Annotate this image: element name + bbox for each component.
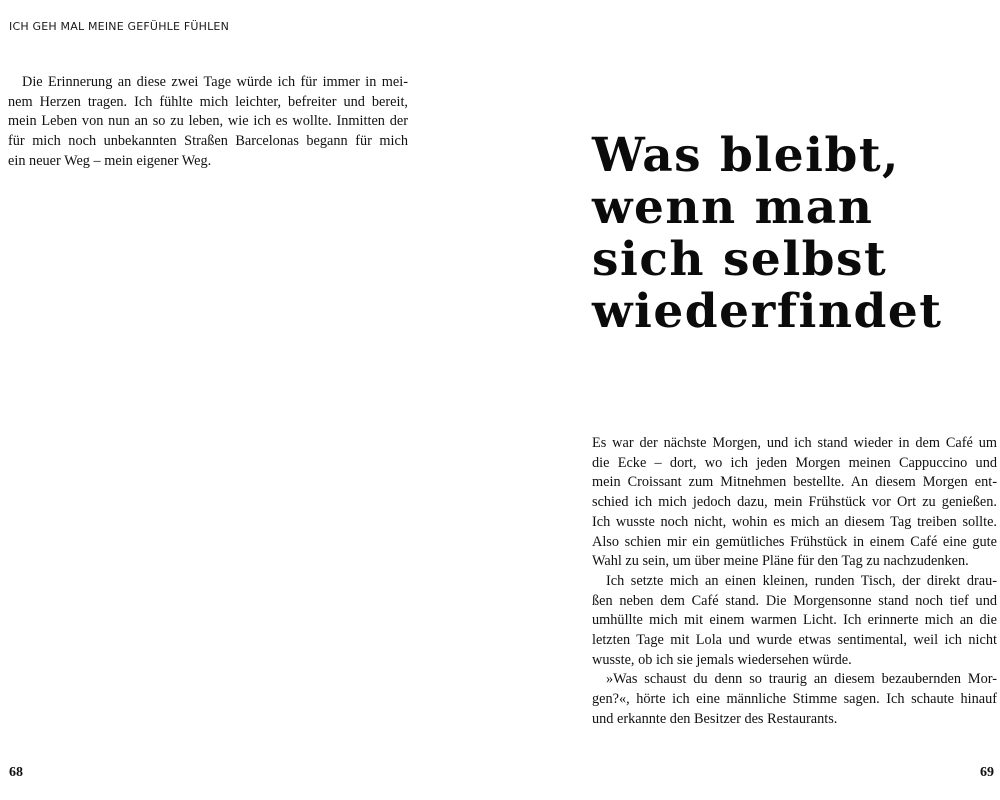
right-page-body: [592, 434, 997, 730]
running-head: ICH GEH MAL MEINE GEFÜHLE FÜHLEN: [9, 20, 229, 33]
chapter-title-line: wiederfindet: [592, 284, 943, 339]
text-line: Ich wusste noch nicht, wohin es mich an diesem Tag treiben sollte.: [592, 513, 997, 530]
text-line: ein neuer Weg – mein eigener Weg.: [8, 152, 212, 169]
chapter-title-line: wenn man: [592, 180, 874, 235]
text-line: letzten Tage mit Lola und wurde etwas sentimental, weil ich nicht: [592, 632, 997, 649]
text-line: Also schien mir ein gemütliches Frühstück in einem Café eine gute: [592, 533, 997, 550]
chapter-title-line: Was bleibt,: [592, 128, 900, 183]
text-line: Es war der nächste Morgen, und ich stand wieder in dem Café um: [592, 435, 997, 451]
text-line: schied ich mich jedoch dazu, mein Frühstück vor Ort zu genießen.: [592, 494, 997, 511]
text-line: die Ecke – dort, wo ich jeden Morgen meinen Cappuccino und: [592, 454, 997, 471]
text-line: nem Herzen tragen. Ich fühlte mich leichter, befreiter und bereit,: [8, 93, 408, 110]
text-line: Ich setzte mich an einen kleinen, runden Tisch, der direkt drau-: [606, 572, 997, 589]
text-line: und erkannte den Besitzer des Restaurants.: [592, 710, 838, 727]
text-line: Die Erinnerung an diese zwei Tage würde ich für immer in mei-: [22, 74, 408, 90]
text-line: umhüllte mich mit einem warmen Licht. Ich erinnerte mich an die: [592, 612, 997, 629]
text-line: Wahl zu sein, um über meine Pläne für den Tag zu nachzudenken.: [592, 553, 969, 570]
text-line: wusste, ob ich sie jemals wiedersehen würde.: [592, 651, 852, 668]
left-page-body: [8, 73, 408, 172]
text-line: gen?«, hörte ich eine männliche Stimme sagen. Ich schaute hinauf: [592, 691, 997, 708]
page-number-right: 69: [980, 765, 994, 780]
text-line: mein Leben von nun an so zu leben, wie ich es wollte. Inmitten der: [8, 113, 408, 130]
text-line: mein Croissant zum Mitnehmen bestellte. An diesem Morgen ent-: [592, 474, 997, 491]
chapter-title-line: sich selbst: [592, 232, 888, 287]
text-line: für mich noch unbekannten Straßen Barcelonas begann für mich: [8, 133, 408, 150]
chapter-title: [592, 130, 997, 338]
page-number-left: 68: [9, 765, 23, 780]
text-line: »Was schaust du denn so traurig an diesem bezaubernden Mor-: [606, 671, 997, 688]
text-line: ßen neben dem Café stand. Die Morgensonne stand noch tief und: [592, 592, 997, 609]
